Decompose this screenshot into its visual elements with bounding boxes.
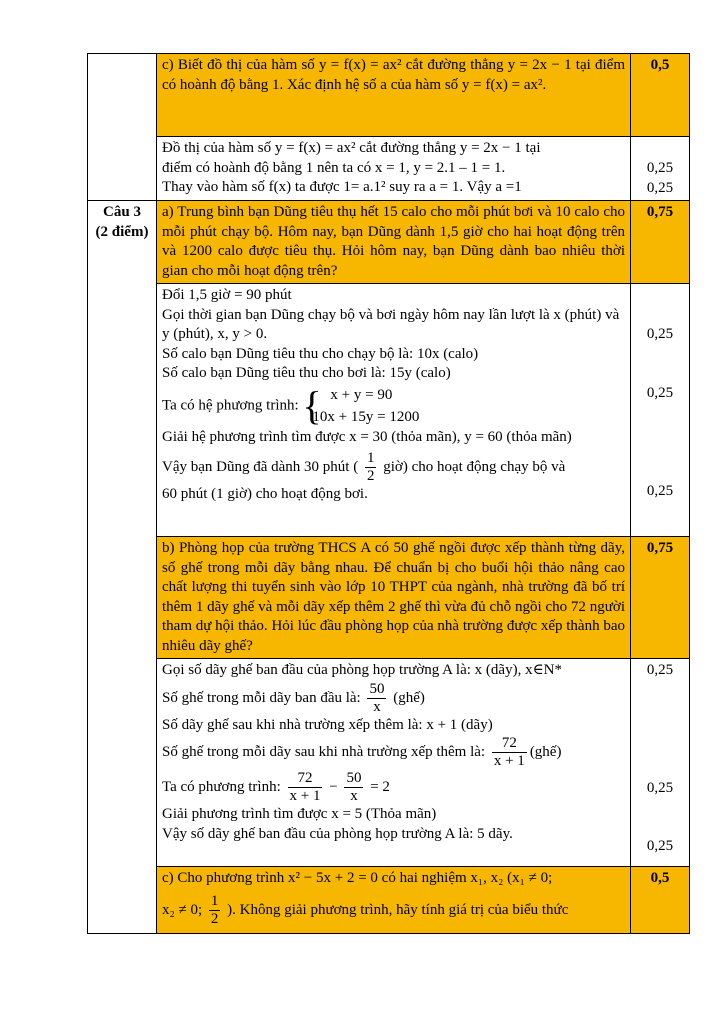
fraction: [367, 681, 386, 716]
solution-text: (ghế): [393, 689, 425, 706]
solution-line: Số calo bạn Dũng tiêu thu cho bơi là: 15y (calo): [162, 365, 451, 381]
table-row: [88, 201, 690, 284]
problem-c3-text: ). Không giải phương trình, hãy tính giá trị của biểu thức: [227, 901, 569, 918]
points-value: 0,25: [646, 160, 674, 176]
table-row: [88, 659, 690, 867]
minus-sign: −: [329, 778, 338, 795]
equation-1: x + y = 90: [330, 386, 393, 403]
solution-text: (ghế): [529, 743, 562, 760]
fraction-numerator: 1: [366, 450, 375, 466]
solution-text: Số ghế trong mỗi dãy ban đầu là:: [162, 689, 361, 706]
table-row: [88, 537, 690, 659]
points-value: 0,25: [646, 838, 674, 854]
table-row: [88, 137, 690, 201]
fraction: [492, 735, 527, 770]
fraction-numerator: 1: [210, 892, 219, 909]
solution-line: Giải phương trình tìm được x = 5 (Thỏa mãn): [162, 806, 437, 822]
points-cell: [631, 137, 690, 201]
solution-line: [162, 735, 625, 770]
solution-line: Số calo bạn Dũng tiêu thu cho chạy bộ là: 10x (calo): [162, 345, 479, 362]
solution-line: điểm có hoành độ bằng 1 nên ta có x = 1, y = 2.1 – 1 = 1.: [162, 159, 506, 176]
points-cell: [631, 54, 690, 137]
solution-line: [162, 450, 625, 485]
fraction-numerator: 72: [492, 735, 527, 753]
fraction-numerator: 50: [346, 770, 362, 786]
solution-c-cell: [157, 137, 631, 201]
solution-line: Giải hệ phương trình tìm được x = 30 (thỏa mãn), y = 60 (thỏa mãn): [162, 428, 572, 445]
solution-line: Vậy số dãy ghế ban đầu của phòng họp trường A là: 5 dãy.: [162, 825, 513, 842]
solution-text: Ta có phương trình:: [162, 778, 281, 795]
points-value: 0,25: [646, 179, 674, 196]
points-cell: [631, 201, 690, 284]
points-value: 0,25: [646, 384, 674, 401]
equation-system-line: [162, 384, 625, 428]
equation-2: 10x + 15y = 1200: [312, 408, 420, 425]
solution-line: Gọi thời gian bạn Dũng chạy bộ và bơi ngày hôm nay lần lượt là x (phút) và y (phút), x, y > 0.: [162, 306, 620, 342]
solution-line: [162, 681, 625, 716]
table-row: [88, 284, 690, 537]
answer-table: [87, 53, 690, 934]
problem-a-text: a) Trung bình bạn Dũng tiêu thụ hết 15 calo cho mỗi phút bơi và 10 calo cho mỗi phút chạy bộ. Hôm nay, bạn Dũng dành 1,5 giờ cho hai hoạt động trên và 1200 calo được tiêu thụ. Hỏi hôm nay, bạn Dũng dành bao nhiêu thời gian cho mỗi hoạt động trên?: [162, 204, 625, 279]
points-cell: [631, 537, 690, 659]
problem-b-cell: [157, 537, 631, 659]
solution-a-cell: [157, 284, 631, 537]
equation-system: [302, 384, 419, 428]
fraction-numerator: 72: [288, 770, 323, 788]
fraction-denominator: 2: [366, 468, 375, 484]
problem-c3-text: x₂ ≠ 0;: [162, 901, 203, 918]
problem-b-text: b) Phòng họp của trường THCS A có 50 ghế ngồi được xếp thành từng dãy, số ghế trong mỗi dãy bằng nhau. Để chuẩn bị cho buổi hội thảo nâng cao chất lượng thi tuyển sinh vào lớp 10 THPT của ngành, nhà trường đã bố trí thêm 1 dãy ghế và mỗi dãy xếp thêm 2 ghế thì vừa đủ chỗ ngồi cho 72 người tham dự hội thảo. Hỏi lúc đầu phòng họp của nhà trường được xếp thành bao nhiêu dãy ghế?: [162, 540, 625, 654]
solution-line: 60 phút (1 giờ) cho hoạt động bơi.: [162, 486, 368, 502]
solution-line: Số dãy ghế sau khi nhà trường xếp thêm là: x + 1 (dãy): [162, 716, 493, 733]
points-value: 0,75: [646, 204, 674, 220]
points-value: 0,25: [646, 662, 674, 678]
problem-c3-line: c) Cho phương trình x² − 5x + 2 = 0 có hai nghiệm x₁, x₂ (x₁ ≠ 0;: [162, 870, 553, 886]
question-label-cell: [88, 201, 157, 934]
solution-text: Vậy bạn Dũng đã dành 30 phút (: [162, 458, 359, 475]
question-score: (2 điểm): [95, 223, 149, 240]
question-number: Câu 3: [103, 204, 141, 220]
solution-b-cell: [157, 659, 631, 867]
fraction-half: [365, 450, 377, 485]
fraction: [344, 770, 363, 805]
solution-line: Đổi 1,5 giờ = 90 phút: [162, 287, 292, 303]
fraction-denominator: 2: [210, 910, 219, 927]
points-cell: [631, 659, 690, 867]
solution-line: [162, 770, 625, 805]
problem-c3-line: [162, 893, 625, 928]
points-value: 0,25: [646, 326, 674, 342]
solution-text: giờ) cho hoạt động chạy bộ và: [383, 458, 566, 475]
problem-a-cell: [157, 201, 631, 284]
points-value: 0,25: [646, 483, 674, 499]
points-cell: [631, 867, 690, 934]
solution-line: Đồ thị của hàm số y = f(x) = ax² cắt đường thẳng y = 2x − 1 tại: [162, 140, 541, 156]
solution-text: = 2: [370, 778, 390, 795]
problem-c-cell: [157, 54, 631, 137]
empty-label-cell: [88, 54, 157, 201]
problem-c-text: c) Biết đồ thị của hàm số y = f(x) = ax² cắt đường thẳng y = 2x − 1 tại điểm có hoành độ bằng 1. Xác định hệ số a của hàm số y = f(x) = ax².: [162, 57, 625, 93]
fraction: [288, 770, 323, 805]
brace-icon: {: [302, 382, 322, 428]
fraction-denominator: x: [373, 698, 381, 715]
table-row: [88, 54, 690, 137]
fraction-half: [209, 893, 221, 928]
solution-line: Thay vào hàm số f(x) ta được 1= a.1² suy ra a = 1. Vậy a =1: [162, 179, 522, 195]
points-value: 0,5: [650, 870, 670, 886]
fraction-denominator: x + 1: [289, 788, 321, 804]
solution-text: Số ghế trong mỗi dãy sau khi nhà trường xếp thêm là:: [162, 743, 486, 760]
problem-c3-cell: [157, 867, 631, 934]
solution-line: Ta có hệ phương trình:: [162, 396, 299, 413]
points-cell: [631, 284, 690, 537]
points-value: 0,25: [646, 779, 674, 796]
fraction-numerator: 50: [369, 680, 385, 697]
fraction-denominator: x: [350, 788, 358, 804]
points-value: 0,5: [650, 57, 670, 73]
table-row: [88, 867, 690, 934]
points-value: 0,75: [646, 540, 674, 556]
solution-line: Gọi số dãy ghế ban đầu của phòng họp trường A là: x (dãy), x∈N*: [162, 662, 563, 678]
fraction-denominator: x + 1: [493, 753, 525, 769]
